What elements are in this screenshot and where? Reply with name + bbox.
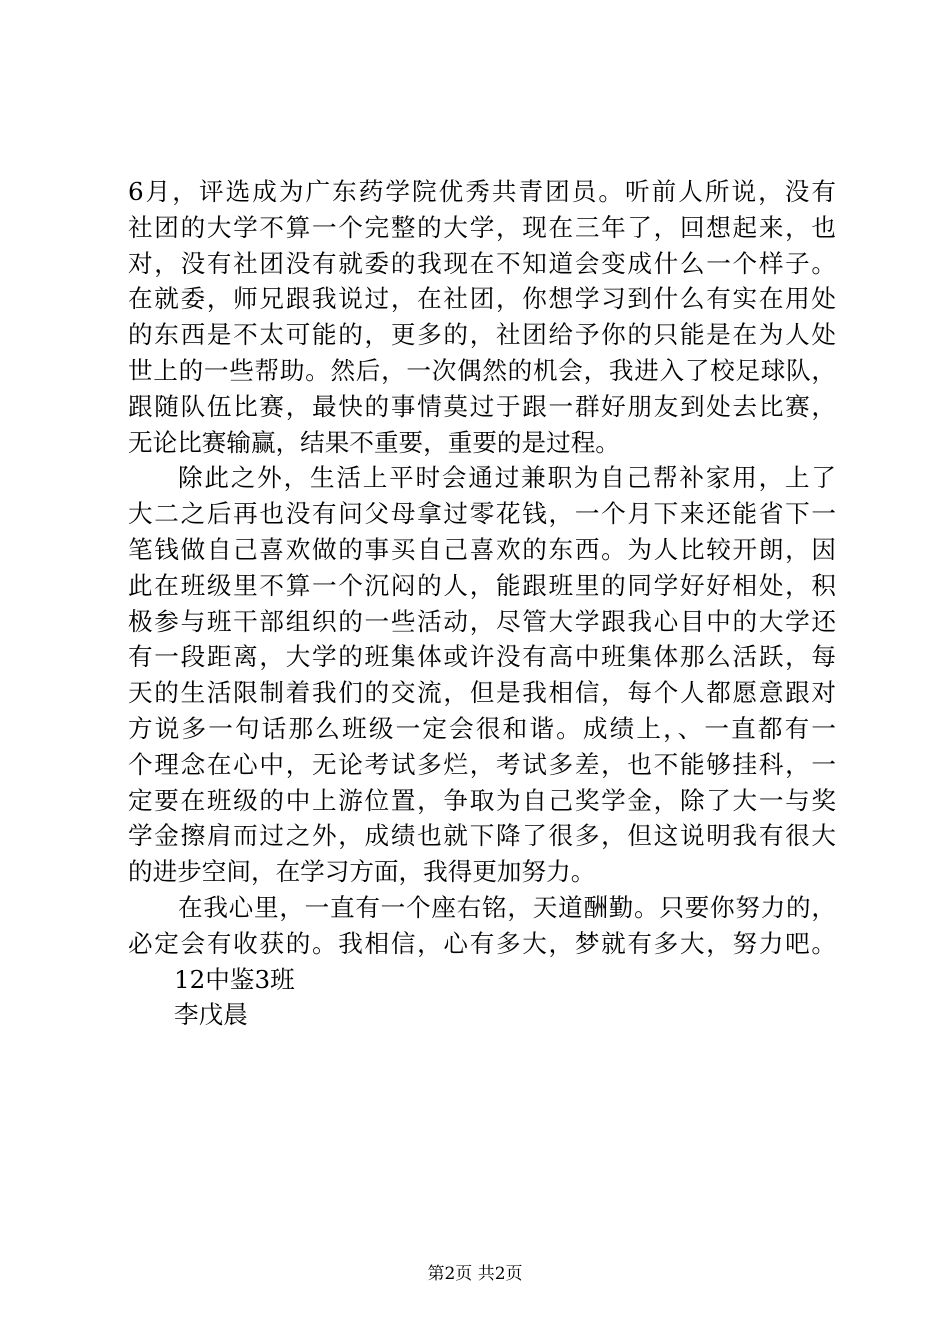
signature-name: 李戊晨 <box>174 1000 248 1030</box>
text-line: 6月，评选成为广东药学院优秀共青团员。听前人所说，没有 <box>128 177 836 206</box>
text-line: 学金擦肩而过之外，成绩也就下降了很多，但这说明我有很大 <box>128 821 836 851</box>
text-line: 极参与班干部组织的一些活动，尽管大学跟我心目中的大学还 <box>128 606 836 636</box>
document-body <box>128 174 836 1033</box>
paragraph-start-line: 在我心里，一直有一个座右铭，天道酬勤。只要你努力的， <box>178 892 836 922</box>
text-line: 有一段距离，大学的班集体或许没有高中班集体那么活跃，每 <box>128 642 836 672</box>
paragraph-start-line: 除此之外，生活上平时会通过兼职为自己帮补家用，上了 <box>178 463 836 493</box>
text-line: 必定会有收获的。我相信，心有多大，梦就有多大，努力吧。 <box>128 928 836 958</box>
text-line: 的进步空间，在学习方面，我得更加努力。 <box>128 857 596 887</box>
text-line: 方说多一句话那么班级一定会很和谐。成绩上，、一直都有一 <box>128 713 836 743</box>
signature-class: 12中鉴3班 <box>174 964 295 994</box>
text-line: 无论比赛输赢，结果不重要，重要的是过程。 <box>128 427 620 457</box>
page-number-footer: 第2页 共2页 <box>427 1264 523 1284</box>
text-line: 此在班级里不算一个沉闷的人，能跟班里的同学好好相处，积 <box>128 570 836 600</box>
text-line: 笔钱做自己喜欢做的事买自己喜欢的东西。为人比较开朗，因 <box>128 534 836 564</box>
text-line: 大二之后再也没有问父母拿过零花钱，一个月下来还能省下一 <box>128 499 836 529</box>
text-line: 在就委，师兄跟我说过，在社团，你想学习到什么有实在用处 <box>128 284 836 314</box>
text-line: 定要在班级的中上游位置，争取为自己奖学金，除了大一与奖 <box>128 785 836 815</box>
text-line: 个理念在心中，无论考试多烂，考试多差，也不能够挂科，一 <box>128 749 836 779</box>
text-line: 的东西是不太可能的，更多的，社团给予你的只能是在为人处 <box>128 320 836 350</box>
text-line: 世上的一些帮助。然后，一次偶然的机会，我进入了校足球队， <box>128 355 836 385</box>
text-line: 跟随队伍比赛，最快的事情莫过于跟一群好朋友到处去比赛， <box>128 391 836 421</box>
text-line: 天的生活限制着我们的交流，但是我相信，每个人都愿意跟对 <box>128 678 836 708</box>
text-line: 社团的大学不算一个完整的大学，现在三年了，回想起来，也 <box>128 212 836 242</box>
text-line: 对，没有社团没有就委的我现在不知道会变成什么一个样子。 <box>128 248 836 278</box>
